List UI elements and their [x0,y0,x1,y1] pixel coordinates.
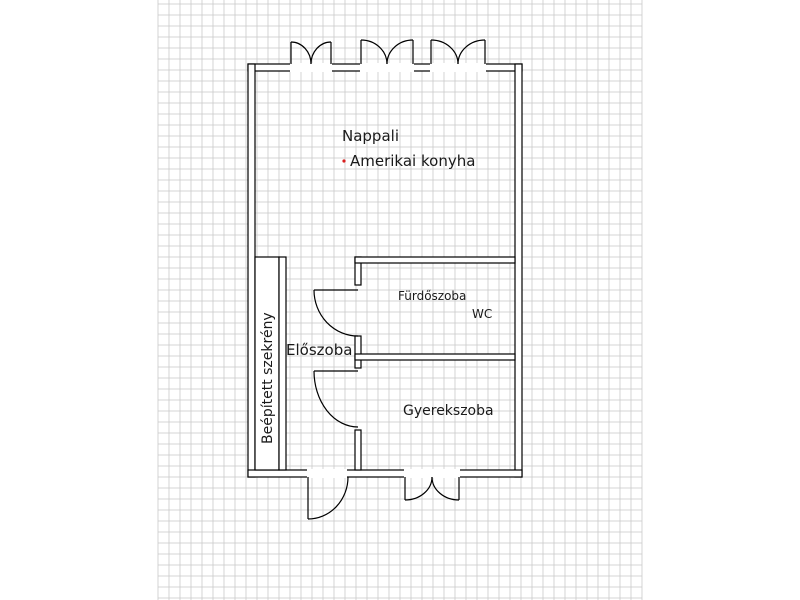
kids-room-door [314,371,358,427]
bottom-entrance-door [308,477,348,519]
hallway-label: Előszoba [286,341,353,359]
top-double-door-1 [291,42,331,64]
kids-room-label: Gyerekszoba [403,403,494,419]
location-marker [342,159,345,162]
door-swings [291,40,485,519]
wardrobe-label: Beépített szekrény [260,312,276,444]
living-room-label: Nappali [342,127,399,145]
top-double-door-2 [361,40,413,64]
wc-label: WC [472,307,493,321]
bathroom-door [314,290,358,336]
bottom-double-door [405,477,459,500]
bathroom-label: Fürdőszoba [398,289,467,303]
kitchen-label: Amerikai konyha [350,152,476,170]
interior-walls [255,257,515,470]
